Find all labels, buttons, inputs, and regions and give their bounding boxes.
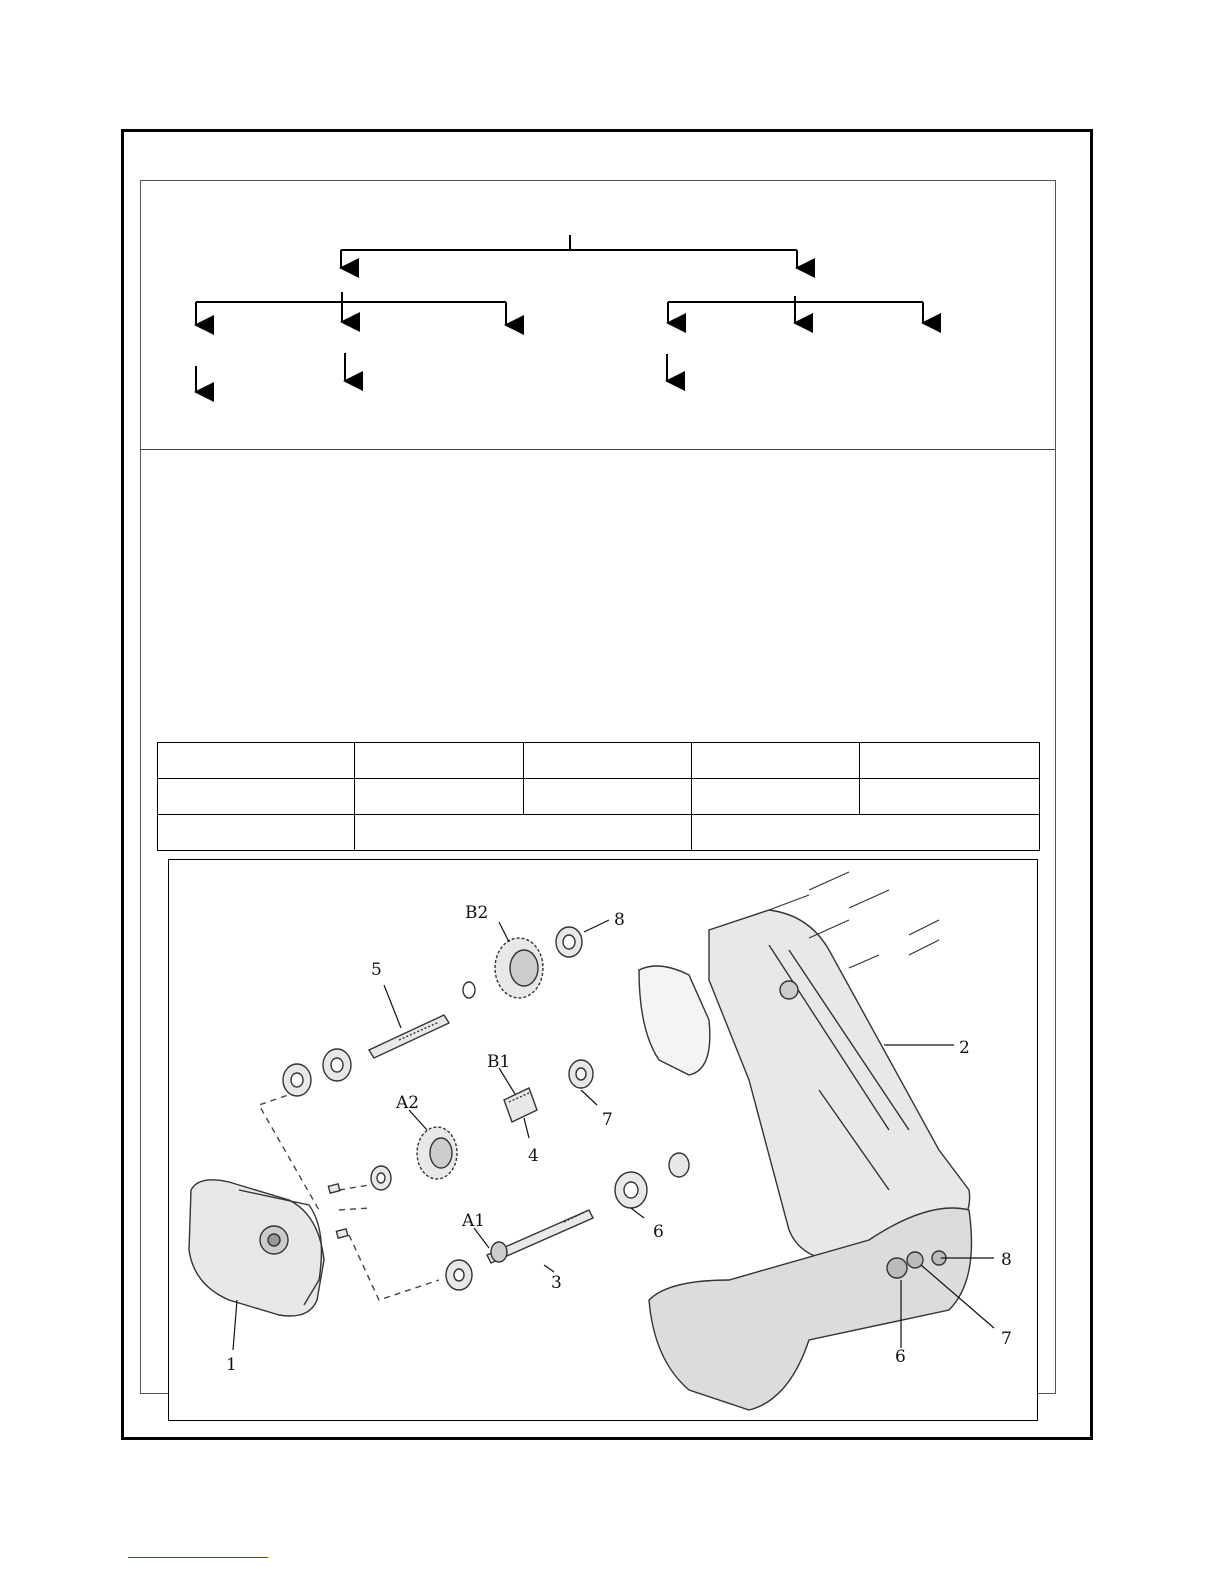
washer: [669, 1153, 689, 1177]
section-divider: [140, 449, 1055, 450]
table-cell: [158, 815, 355, 851]
bearing-left-upper: [283, 1064, 311, 1096]
table-cell: [692, 779, 860, 815]
table-cell: [860, 743, 1040, 779]
part-5-shaft: [369, 1015, 449, 1058]
table-row: [158, 743, 1040, 779]
part-3-shaft-a1: [487, 1210, 593, 1263]
part-7-bearing: [569, 1060, 593, 1088]
label-part-6: 6: [653, 1222, 664, 1242]
table-cell: [860, 779, 1040, 815]
label-part-3: 3: [551, 1273, 562, 1293]
label-gear-b1: B1: [487, 1052, 511, 1072]
spec-table: [157, 742, 1040, 851]
table-cell: [158, 743, 355, 779]
table-cell: [692, 743, 860, 779]
label-part-1: 1: [226, 1355, 237, 1375]
part-6-seal: [615, 1172, 647, 1208]
part-8-bearing: [556, 927, 582, 957]
table-cell: [158, 779, 355, 815]
exploded-view-drawing: [169, 860, 1037, 1420]
label-gear-a1: A1: [462, 1211, 486, 1231]
table-cell: [692, 815, 1040, 851]
dowel-pin: [336, 1229, 347, 1238]
label-part-8-assembled: 8: [1001, 1250, 1012, 1270]
label-part-7-assembled: 7: [1001, 1329, 1012, 1349]
table-cell: [524, 743, 692, 779]
circlip: [463, 982, 475, 998]
exploded-view-diagram: [168, 859, 1038, 1421]
label-part-2: 2: [959, 1038, 970, 1058]
table-cell: [355, 815, 692, 851]
part-2-right-crankcase: [709, 910, 970, 1260]
table-row: [158, 815, 1040, 851]
table-cell: [524, 779, 692, 815]
label-gear-a2: A2: [396, 1093, 420, 1113]
disassembly-flow-tree: [140, 180, 1056, 450]
label-part-5: 5: [371, 960, 382, 980]
dowel-pin: [328, 1184, 339, 1193]
label-gear-b2: B2: [465, 903, 489, 923]
part-4-gear-b1: [504, 1088, 537, 1122]
part-a2-gear: [417, 1127, 457, 1179]
part-1-left-case-cover: [189, 1180, 324, 1316]
bearing-mid: [371, 1166, 391, 1190]
table-cell: [355, 779, 524, 815]
gasket: [639, 966, 710, 1075]
bearing-lower: [446, 1260, 472, 1290]
part-b2-gear: [495, 938, 543, 998]
bearing-left-upper-2: [323, 1049, 351, 1081]
footer-link-underline[interactable]: [128, 1557, 268, 1558]
label-part-8: 8: [614, 910, 625, 930]
label-part-7: 7: [602, 1110, 613, 1130]
label-part-4: 4: [528, 1146, 539, 1166]
table-cell: [355, 743, 524, 779]
table-row: [158, 779, 1040, 815]
label-part-6-assembled: 6: [895, 1347, 906, 1367]
